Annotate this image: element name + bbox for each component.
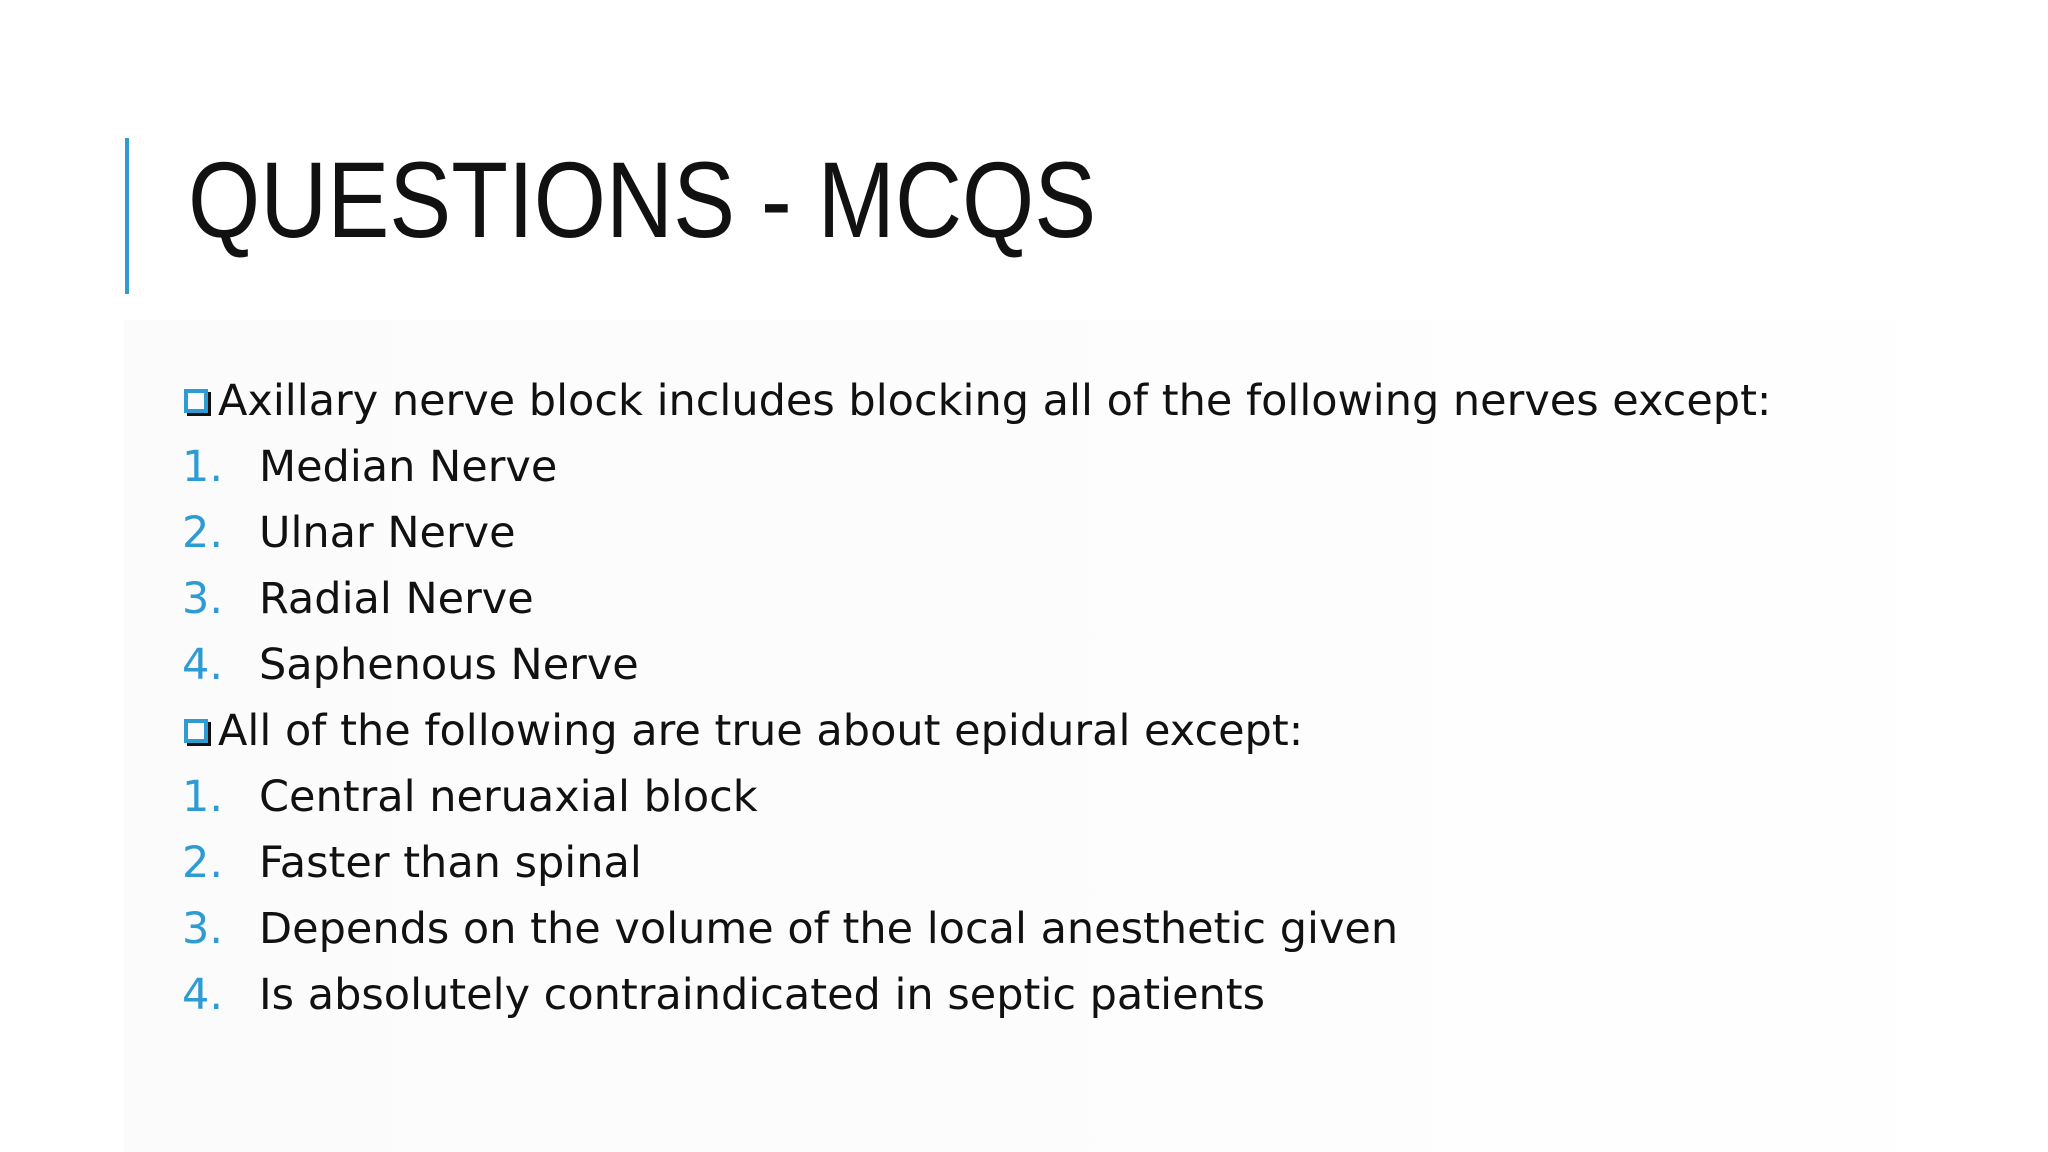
answer-option	[182, 830, 2002, 896]
option-text: Depends on the volume of the local anesthetic given	[259, 904, 1399, 954]
answer-option	[182, 764, 2002, 830]
option-number: 1.	[182, 442, 224, 492]
option-text: Central neruaxial block	[259, 772, 758, 822]
question-stem	[182, 368, 2002, 434]
option-text: Median Nerve	[259, 442, 558, 492]
option-text: Ulnar Nerve	[259, 508, 516, 558]
slide-title: QUESTIONS - MCQS	[188, 139, 1097, 260]
question-stem	[182, 698, 2002, 764]
option-number: 3.	[182, 904, 224, 954]
checkbox-bullet-icon	[184, 719, 208, 743]
answer-option	[182, 434, 2002, 500]
option-text: Is absolutely contraindicated in septic patients	[259, 970, 1266, 1020]
answer-option	[182, 962, 2002, 1028]
option-number: 4.	[182, 970, 224, 1020]
option-number: 1.	[182, 772, 224, 822]
option-text: Faster than spinal	[259, 838, 642, 888]
option-text: Saphenous Nerve	[259, 640, 639, 690]
checkbox-bullet-icon	[184, 389, 208, 413]
option-number: 2.	[182, 508, 224, 558]
question-text: All of the following are true about epidural except:	[218, 706, 1304, 756]
answer-option	[182, 632, 2002, 698]
question-text: Axillary nerve block includes blocking all of the following nerves except:	[218, 376, 1772, 426]
answer-option	[182, 896, 2002, 962]
option-text: Radial Nerve	[259, 574, 534, 624]
answer-option	[182, 566, 2002, 632]
answer-option	[182, 500, 2002, 566]
option-number: 4.	[182, 640, 224, 690]
title-accent-bar	[125, 138, 129, 294]
option-number: 3.	[182, 574, 224, 624]
option-number: 2.	[182, 838, 224, 888]
slide-body	[182, 368, 2002, 1028]
